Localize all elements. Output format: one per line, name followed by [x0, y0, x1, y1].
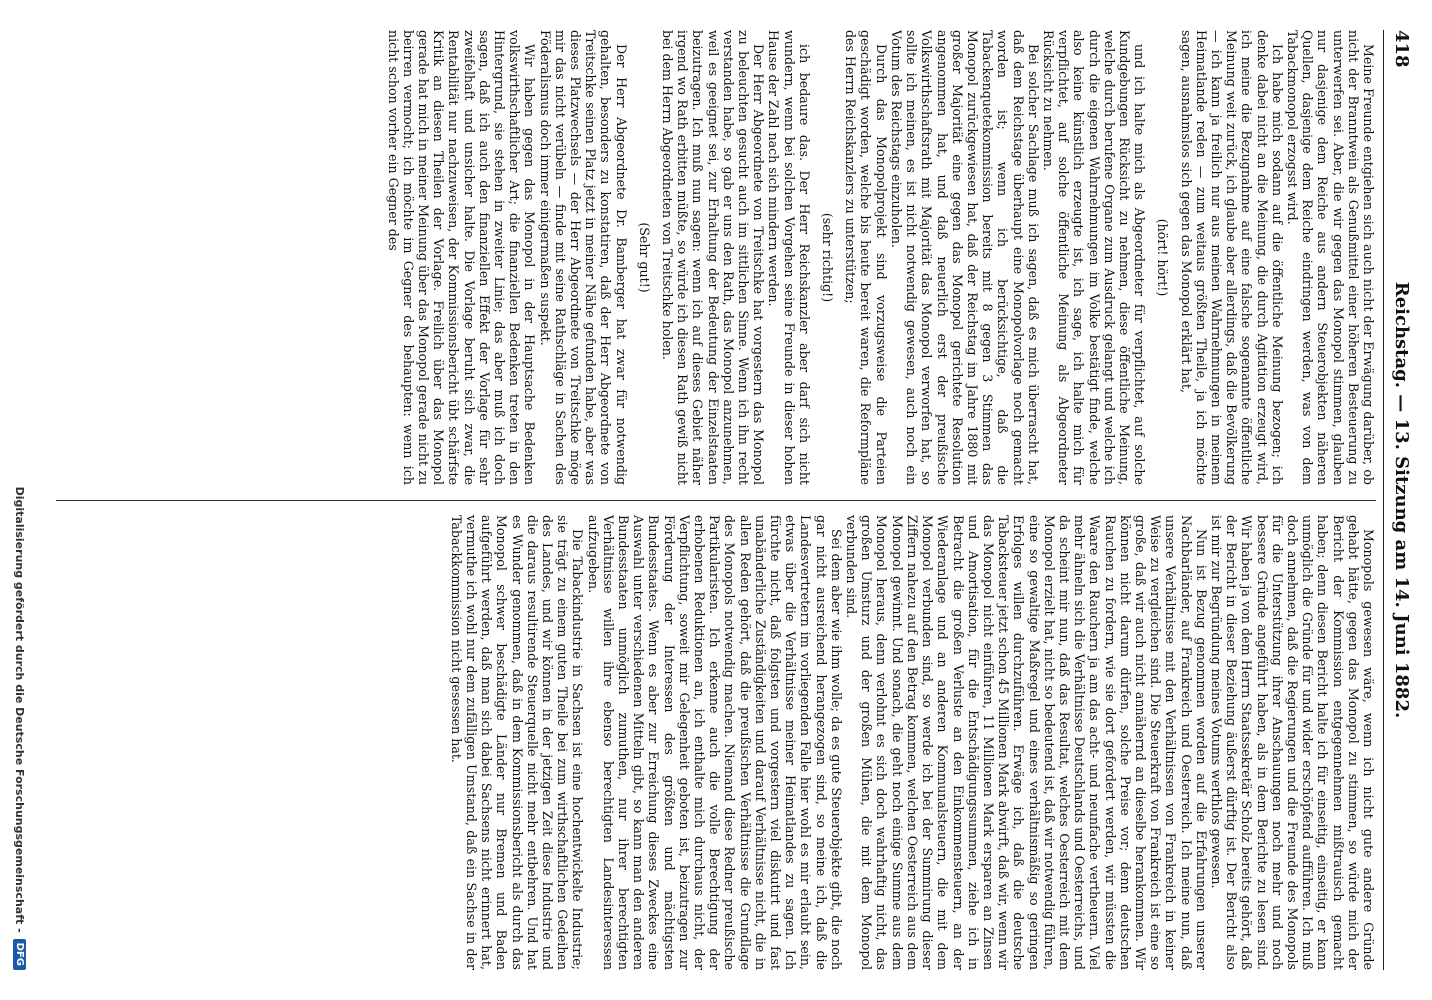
interjection: (hört! hört!): [1155, 218, 1171, 297]
column-divider: [56, 500, 1376, 501]
paragraph: Die Tabackindustrie in Sachsen ist eine hochentwickelte Industrie; sie trägt zu einem guten Theile bei zum wirthschaftlichen Gedeihen des Landes, und wir können in der jetzigen Zeit diese Industrie und die daraus resultirende Steuerquelle nicht mehr entbehren. Und hat es Wunder genommen, daß in dem Kommissionsbericht als durch das Monopol schwer beschädigte Länder nur Bremen und Baden aufgeführt werden, daß man sich dabei Sachsens nicht erinnert hat, vermuthe ich wohl nur dem zufälligen Umstand, daß ein Sachse in der Tabackkommission nicht gesessen hat.: [448, 515, 586, 970]
running-head: Reichstag. — 13. Sitzung am 14. Juni 1882.: [1391, 281, 1412, 719]
paragraph: Der Herr Abgeordnete von Treitschke hat vorgestern das Monopol zu beleuchten gesucht auch im sittlichen Sinne. Wenn ich ihn recht verstanden habe, so gab er uns den Rath, das Monopol anzunehmen, weil es geeignet sei, zur Erhaltung der Bedeutung der Einzelstaaten beizutragen. Ich muß nun sagen: wenn ich auf dieses Gebiet näher irgend wo Rath erbitten müßte, so würde ich diesen Rath gewiß nicht bei dem Herrn Abgeordneten von Treitschke holen.: [660, 30, 767, 485]
interjection: (sehr richtig!): [820, 212, 836, 303]
paragraph: Ich habe mich sodann auf die öffentliche Meinung bezogen; ich denke dabei nicht an die Meinung, die durch Agitation erzeugt wird, ich meine die Bezugnahme auf eine falsche sogenannte öffentliche Meinung weit zurück, ich glaube aber allerdings, daß die Bevölkerung — ich kann ja freilich nur aus meinen Wahrnehmungen in meinem Heimatlande reden — zum weitaus größten Theile, ja ich möchte sagen, ausnahmslos sich gegen das Monopol erklärt hat,: [1178, 30, 1285, 485]
text-column-right: [56, 515, 1376, 970]
paragraph: Wir haben gegen das Monopol in der Hauptsache Bedenken volkswirthschaftlicher Art; die finanziellen Bedenken treten in den Hintergrund, sie stehen in zweiter Linie; das aber muß ich doch sagen, daß ich auch den finanziellen Effekt der Vorlage für sehr zweifelhaft und unsicher halte. Die Vorlage beruht sich zwar, die Rentabilität nur nachzuweisen, der Kommissionsbericht übt schärfste Kritik an diesen Theilen der Vorlage. Freilich über das Monopol gerade hat mich in meiner Meinung über das Monopol gerade nicht zu beirren vermocht; ich möchte im Gegner des behaupten: wenn ich nicht schon vorher ein Gegner des: [385, 30, 538, 485]
page-number: 418: [1391, 30, 1412, 68]
paragraph: Nun ist Bezug genommen worden auf die Erfahrungen unserer Nachbarländer, auf Frankreich und Oesterreich. Ich meine nun, daß unsere Verhältnisse mit den Verhältnissen von Frankreich in keiner Weise zu vergleichen sind. Die Steuerkraft von Frankreich ist eine so große, daß wir auch nicht annähernd an dieselbe herankommen. Wir können nicht darum dürfen, solche Preise vor; denn deutschen Rauchen zu fordern, wie sie dort gefordert werden, wir müssten die Waare den Rauchern ja am das acht- und neunfache vertheuern. Viel mehr ähneln sich die Verhältnisse Deutschlands und Oesterreichs, und da scheint mir nun, daß das Resultat, welches Oesterreich mit dem Monopol erzielt hat, nicht so bedeutend ist, daß wir notwendig führen, eine so gewaltige Maßregel und eines verhältnismäßig so geringen Erfolges willen durchzuführen. Erwäge ich, daß die deutsche Tabacksteuer jetzt schon 45 Millionen Mark abwirft, daß wir, wenn wir das Monopol nicht einführen, 11 Millionen Mark ersparen an Zinsen und Amortisation, für die Entschädigungssummen, ziehe ich in Betracht die großen Verluste an den Einkommensteuern, an der Wiederanlage und an anderen Kommunalsteuern, die mit dem Monopol verbunden sind, so werde ich bei der Summirung dieser Ziffern nahezu auf den Betrag kommen, welchen Oesterreich aus dem Monopol gewinnt. Und sonach, die geht noch einige Summe aus dem Monopol heraus, denn verlohnt es sich doch wahrhaftig nicht, das großen Umsturz und der großen Mühen, die mit dem Monopol verbunden sind.: [844, 515, 1209, 970]
paragraph: und ich halte mich als Abgeordneter für verpflichtet, auf solche Kundgebungen Rücksicht zu nehmen, diese öffentliche Meinung, welche durch berufene Organe zum Ausdruck gelangt und welche ich durch die eigenen Wahrnehmungen im Volke bestätigt finde, welche also keine künstlich erzeugte ist, ich sage, ich halte mich für verpflichtet, auf solche öffentliche Meinung als Abgeordneter Rücksicht zu nehmen.: [1040, 30, 1148, 485]
page-header: [1386, 30, 1416, 970]
paragraph: Durch das Monopolprojekt sind vorzugsweise die Parteien geschädigt worden, welche bis heute bereit waren, die Reformpläne des Herrn Reichskanzlers zu unterstützen;: [843, 30, 889, 485]
paragraph: Monopols gewesen wäre, wenn ich nicht gute andere Gründe gehabt hätte, gegen das Monopol zu stimmen, so würde mich der Bericht der Kommission entgegennehmen mißtrauisch gemacht haben; denn diesen Bericht halte ich für einseitig, einseitig, er kann unmöglich die Gründe für und wider erschöpfend aufführen. Ich muß doch annehmen, daß die Regierungen und die Freunde des Monopols für die Unterstützung ihrer Anschauungen noch mehr und noch bessere Gründe angeführt haben, als in dem Berichte zu lesen sind. Wir haben ja von dem Herrn Staatssekretär Scholz bereits gehört, daß der Bericht in dieser Beziehung äußerst dürftig ist. Der Bericht also ist mir zur Begründung meines Votums werthlos gewesen.: [1208, 515, 1376, 970]
paragraph: Sei dem aber wie ihm wolle; da es gute Steuerobjekte gibt, die noch gar nicht ausreichend herangezogen sind, so meine ich, daß die Landesvertretern im vorliegenden Falle hier wohl es mir erlaubt sein, etwas über die Verhältnisse meiner Heimatlandes zu sagen. Ich fürchte nicht, daß folgsten und vorgestern viel diskutirt und fast unabänderliche Zuständigkeiten und darauf Verhältnisse nicht, die in allen Reden gehört, daß die preußischen Verhältnisse die Grundlage des Monopols notwendig machen. Niemand diese Redner preußische Partikularisten. Ich erkenne auch die volle Berechtigung der erhobenen Reduktionen an, ich enthalte mich durchaus nicht, der Verpflichtung, soweit mir Gelegenheit geboten ist, beizutragen zur Förderung der Interessen des größten und mächtigsten Bundesstaates. Wenn es aber zur Erreichung dieses Zweckes eine Auswahl unter verschiedenen Mitteln gibt, so kann man den anderen Bundesstaaten unmöglich zumuthen, nur ihrer berechtigten Verhältnisse willen ihre ebenso berechtigten Landesinteressen aufzugeben.: [585, 515, 844, 970]
digitization-credit: [8, 30, 32, 970]
header-rule: [1383, 30, 1384, 970]
paragraph: Der Herr Abgeordnete Dr. Bamberger hat zwar für notwendig gehalten, besonders zu konstatiren, daß der Herr Abgeordnete von Treitschke seinen Platz jetzt in meiner Nähe gefunden habe, aber was dieses Platzwechsels — der Herr Abgeordnete von Treitschke möge mir das nicht verübeln — finde mit seine Rathschläge in Sachen des Föderalismus doch immer einigermaßen suspekt.: [537, 30, 629, 485]
dfg-logo: DFG: [14, 939, 27, 970]
credit-text: Digitalisierung gefördert durch die Deutsche Forschungsgemeinschaft -: [13, 486, 27, 933]
text-column-left: [56, 30, 1376, 485]
interjection: (Sehr gut!): [636, 222, 652, 293]
paragraph: ich bedaure das. Der Herr Reichskanzler aber darf sich nicht wundern, wenn bei solchen Vorgehen seine Freunde in dieser hohen Hause der Zahl nach sich mindern werden.: [766, 30, 812, 485]
paragraph: Bei solcher Sachlage muß ich sagen, daß es mich überrascht hat, daß dem Reichstage überhaupt eine Monopolvorlage noch gemacht worden ist; wenn ich berücksichtige, daß die Tabackenquetekommission bereits mit 8 gegen 3 Stimmen das Monopol zurückgewiesen hat, daß der Reichstag im Jahre 1880 mit großer Majorität eine gegen das Monopol gerichtete Resolution angenommen hat, und daß neuerlich erst der preußische Volkswirthschaftsrath mit Majorität das Monopol verworfen hat, so sollte ich meinen, es ist nicht notwendig gewesen, auch noch ein Votum des Reichstags einzuholen.: [888, 30, 1041, 485]
paragraph: Meine Freunde entgiehen sich auch nicht der Erwägung darüber, ob nicht der Branntwein als Genußmittel einer höheren Besteuerung zu unterwerfen sei. Aber, die wir gegen das Monopol stimmen, glauben nur dasjenige dem Reiche aus andern Steuerobjekten näheren Quellen, dasjenige dem Reiche eindringen werden, was von dem Tabackmonopol erzogsst wird.: [1284, 30, 1376, 485]
